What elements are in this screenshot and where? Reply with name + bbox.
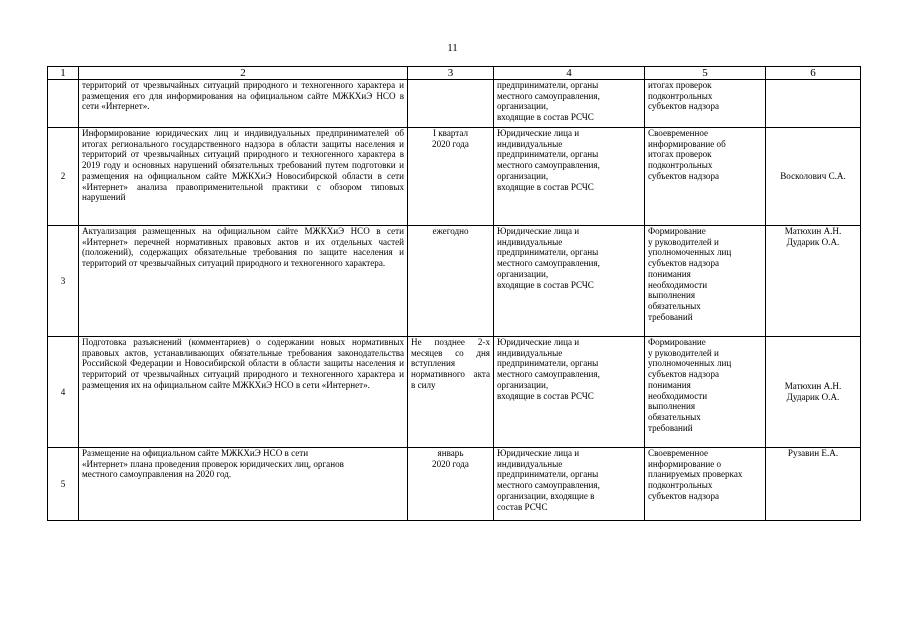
activity-cell: Информирование юридических лиц и индивидуальных предпринимателей об итогах регионального государственного надзора в области защиты населения и территорий от чрезвычайных ситуаций природного и техногенного характера в 2019 году и основных нарушений обязательных требований путем подготовки и размещения на официальном сайте МЖКХиЭ Новосибирской области в сети «Интернет» анализа правоприменительной практики с обзором типовых нарушений [79,128,408,226]
responsible-cell: Восколович С.А. [766,128,861,226]
activity-cell: территорий от чрезвычайных ситуаций природного и техногенного характера и размещения его для информирования на официальном сайте МЖКХиЭ НСО в сети «Интернет». [79,80,408,128]
table-row [48,128,861,226]
table-row [48,448,861,521]
result-cell: Формирование у руководителей и уполномоченных лиц субъектов надзора понимания необходимости выполнения обязательных требований [645,226,766,337]
term-cell: январь 2020 года [408,448,494,521]
row-number [48,80,79,128]
activity-cell: Актуализация размещенных на официальном сайте МЖКХиЭ НСО в сети «Интернет» перечней нормативных правовых актов и их отдельных частей (положений), содержащих обязательные требования по защите населения и территорий от чрезвычайных ситуаций природного и техногенного характера. [79,226,408,337]
result-cell: итогах проверок подконтрольных субъектов надзора [645,80,766,128]
header-col-2: 2 [79,67,408,80]
header-col-3: 3 [408,67,494,80]
responsible-cell: Матюхин А.Н. Дударик О.А. [766,337,861,448]
subjects-cell: Юридические лица и индивидуальные предприниматели, органы местного самоуправления, организации, входящие в состав РСЧС [494,337,645,448]
header-col-4: 4 [494,67,645,80]
responsible-cell: Матюхин А.Н. Дударик О.А. [766,226,861,337]
row-number: 4 [48,337,79,448]
subjects-cell: Юридические лица и индивидуальные предприниматели, органы местного самоуправления, организации, входящие в состав РСЧС [494,128,645,226]
subjects-cell: Юридические лица и индивидуальные предприниматели, органы местного самоуправления, организации, входящие в состав РСЧС [494,448,645,521]
term-cell: ежегодно [408,226,494,337]
term-cell [408,80,494,128]
header-col-5: 5 [645,67,766,80]
page-number: 11 [447,42,458,54]
table-row [48,337,861,448]
result-cell: Своевременное информирование о планируемых проверках подконтрольных субъектов надзора [645,448,766,521]
table-row [48,226,861,337]
responsible-cell: Рузавин Е.А. [766,448,861,521]
subjects-cell: Юридические лица и индивидуальные предприниматели, органы местного самоуправления, организации, входящие в состав РСЧС [494,226,645,337]
table-header-row [48,67,861,80]
row-number: 3 [48,226,79,337]
responsible-cell [766,80,861,128]
table-row [48,80,861,128]
plan-table [47,66,861,521]
activity-cell: Подготовка разъяснений (комментариев) о содержании новых нормативных правовых актов, устанавливающих обязательные требования законодательства Российской Федерации и Новосибирской области в области защиты населения и территорий от чрезвычайных ситуаций природного и техногенного характера и размещения их на официальном сайте МЖКХиЭ НСО в сети «Интернет». [79,337,408,448]
result-cell: Своевременное информирование об итогах проверок подконтрольных субъектов надзора [645,128,766,226]
header-col-1: 1 [48,67,79,80]
result-cell: Формирование у руководителей и уполномоченных лиц субъектов надзора понимания необходимости выполнения обязательных требований [645,337,766,448]
row-number: 2 [48,128,79,226]
term-cell: I квартал 2020 года [408,128,494,226]
header-col-6: 6 [766,67,861,80]
activity-cell: Размещение на официальном сайте МЖКХиЭ НСО в сети «Интернет» плана проведения проверок юридических лиц, органов местного самоуправления на 2020 год. [79,448,408,521]
row-number: 5 [48,448,79,521]
term-cell: Не позднее 2-х месяцев со дня вступления нормативного акта в силу [408,337,494,448]
subjects-cell: предприниматели, органы местного самоуправления, организации, входящие в состав РСЧС [494,80,645,128]
